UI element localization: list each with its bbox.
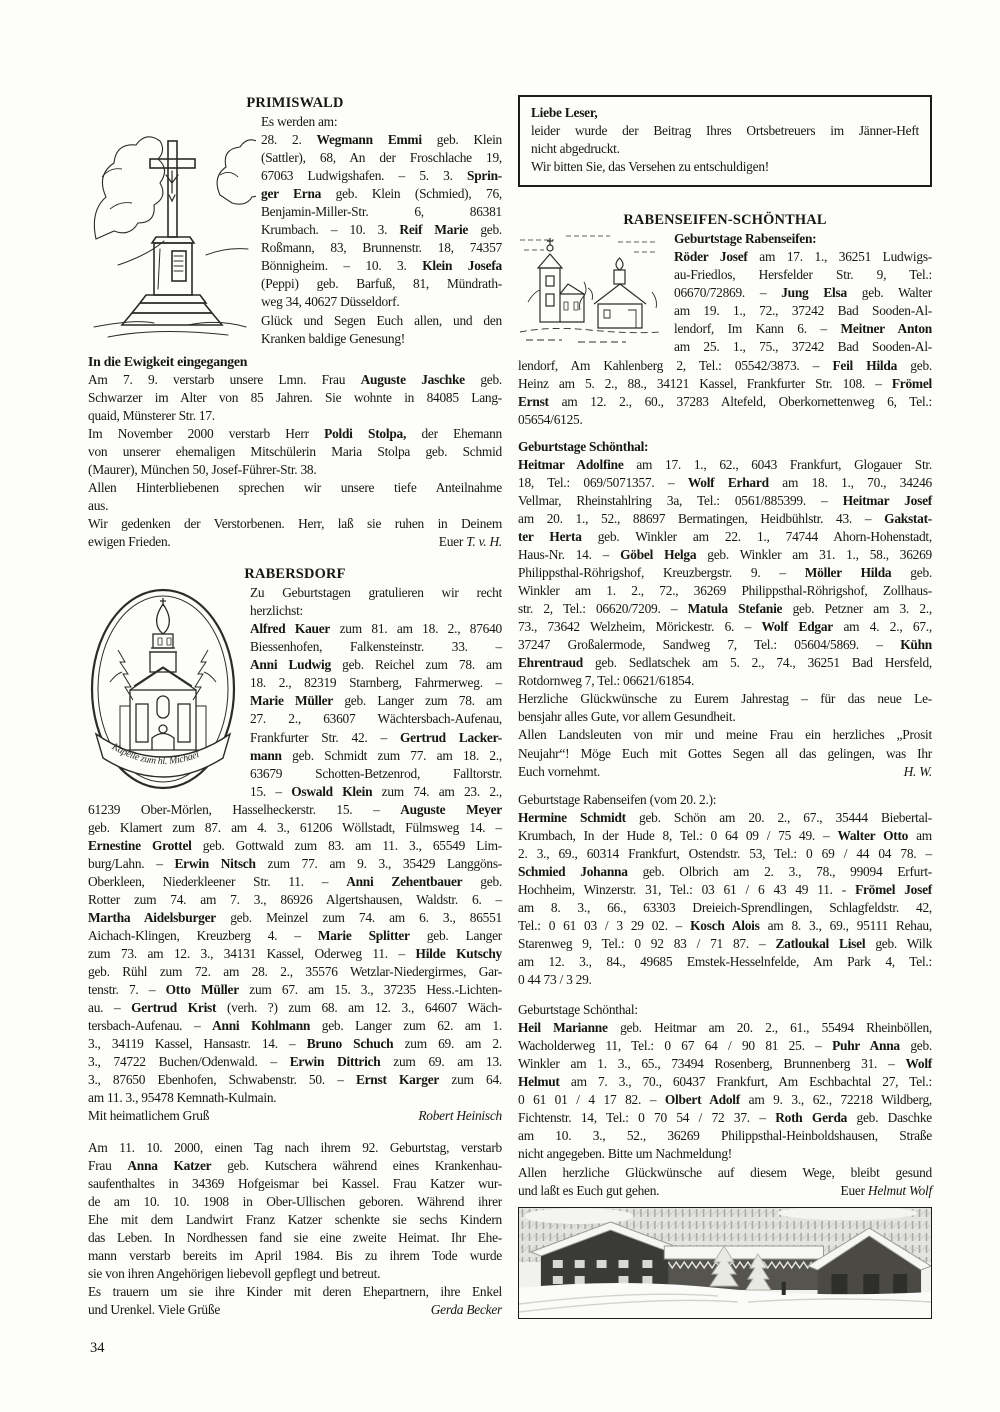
line-left-part: und Urenkel. Viele Grüße [88, 1301, 221, 1317]
text-line: lendorf, Am Kahlenberg 2, Tel.: 05542/3873. – Feil Hilda geb. [518, 357, 932, 373]
emphasized-name: Roth Gerda [775, 1110, 848, 1126]
text-line: au-Friedlos, Hersfelder Str. 9, Tel.: [674, 267, 932, 283]
village-church-sketch-icon [518, 232, 664, 349]
text-line: (Sattler), 68, An der Froschlache 19, [261, 150, 502, 166]
emphasized-name: Anna Katzer [127, 1157, 212, 1173]
text-line: geb. Klamert zum 87. am 4. 3., 61206 Wöllstadt, Fülmsweg 14. – [88, 819, 502, 835]
emphasized-name: Reif Marie [399, 222, 469, 238]
line-signature [418, 1107, 502, 1125]
emphasized-name: Wolf [905, 1056, 932, 1072]
text-line: tenstr. 7. – Otto Müller zum 67. am 15. 3., 37235 Hess.-Lichten- [88, 982, 503, 998]
text-line: 15. – Oswald Klein zum 74. am 23. 2., [250, 783, 502, 799]
text-line: am 20. 1., 52., 88697 Bermatingen, Heidbühlstr. 43. – Gakstat- [518, 510, 932, 526]
text-line: Wir bitten Sie, das Versehen zu entschuldigen! [531, 159, 769, 175]
text-line: 63679 Schotten-Betzenrod, Falltorstr. [250, 765, 502, 781]
text-line: Hermine Schmidt geb. Schön am 20. 2., 67., 35444 Biebertal- [518, 809, 932, 825]
text-line: herzlichst: [250, 603, 304, 619]
emphasized-name: Möller Hilda [804, 565, 892, 581]
emphasized-name: Frömel Josef [855, 881, 932, 897]
emphasized-name: Puhr Anna [832, 1038, 900, 1054]
emphasized-name: Sprin- [467, 168, 502, 184]
text-line: Rotdornweg 7, Tel.: 06621/61854. [518, 673, 695, 689]
text-line [518, 763, 932, 781]
section-heading-rabersdorf: RABERSDORF [244, 566, 346, 583]
line-signature [904, 763, 932, 781]
emphasized-name: Klein Josefa [422, 258, 502, 274]
emphasized-name: Feil Hilda [832, 357, 898, 373]
text-line: am 11. 3., 95478 Kemnath-Kulmain. [88, 1090, 277, 1106]
signature-name: Helmut Wolf [867, 1182, 932, 1198]
emphasized-name: Matula Stefanie [687, 601, 783, 617]
text-line: Aichach-Klingen, Kreuzberg 4. – Marie Splitter geb. Langer [88, 928, 502, 944]
emphasized-name: Walter Otto [837, 827, 909, 843]
text-line: Frankfurter Str. 42. – Gertrud Lacker- [250, 729, 502, 745]
text-line: Röder Josef am 17. 1., 36251 Ludwigs- [674, 249, 933, 265]
emphasized-name: Kühn [900, 637, 932, 653]
text-line: sie von ihren Angehörigen liebevoll gepflegt und betreut. [88, 1265, 381, 1281]
text-line: Geburtstage Schönthal: [518, 1002, 638, 1018]
text-line: am 8. 3., 66., 63303 Dreieich-Sprendlingen, Schlagfeldstr. 42, [518, 899, 932, 915]
emphasized-name: Anni Ludwig [250, 657, 331, 673]
text-line: (Maurer), München 50, Josef-Führer-Str. 38. [88, 461, 317, 477]
emphasized-name: Erwin Nitsch [174, 855, 256, 871]
emphasized-name: Wegmann Emmi [316, 132, 422, 148]
emphasized-name: Marie Müller [250, 693, 333, 709]
chapel-emblem-icon [88, 586, 238, 792]
emphasized-name: Ernst [518, 393, 549, 409]
text-line: 3., 87650 Ebenhofen, Schwabenstr. 50. – Ernst Karger zum 64. [88, 1072, 502, 1088]
emphasized-name: Gertrud Krist [131, 1000, 217, 1016]
text-line: saufenthaltes in 34369 Hofgeismar bei Kassel. Frau Katzer wur- [88, 1175, 502, 1191]
emphasized-name: Heitmar Adolfine [518, 456, 624, 472]
text-line: Winkler am 1. 2., 72., 36269 Philippsthal-Röhrigshof, Zollhaus- [518, 583, 932, 599]
text-line: 3., 34119 Kassel, Hansastr. 14. – Bruno Schuch zum 69. am 2. [88, 1036, 502, 1052]
line-left-part: Euch vornehmt. [518, 763, 601, 779]
emphasized-name: Ernestine Grottel [88, 837, 192, 853]
text-line: 61239 Ober-Mörlen, Hasselheckerstr. 15. – Auguste Meyer [88, 801, 502, 817]
emphasized-name: ger Erna [261, 186, 322, 202]
schoenthal-late-birthdays-text [518, 1001, 932, 1200]
text-line: Kranken baldige Genesung! [261, 330, 405, 346]
text-line [88, 1107, 502, 1125]
text-line: Hochheim, Winzerstr. 31, Tel.: 03 61 / 6 43 49 11. - Frömel Josef [518, 881, 932, 897]
text-line: ger Erna geb. Klein (Schmied), 76, [261, 186, 502, 202]
emphasized-name: Kosch Alois [690, 917, 760, 933]
text-line: Im November 2000 verstarb Herr Poldi Stolpa, der Ehemann [88, 425, 502, 441]
text-line: Am 11. 10. 2000, einen Tag nach ihrem 92. Geburtstag, verstarb [88, 1139, 502, 1155]
text-line: Allen Landsleuten von mir und meine Frau ein herzliches „Prosit [518, 727, 932, 743]
text-line: quaid, Münsterer Str. 17. [88, 407, 215, 423]
section-heading-primiswald: PRIMISWALD [246, 95, 344, 111]
text-line: Biessenhofen, Falkensteinstr. 33. – [250, 639, 502, 655]
text-line: tersbach-Aufenau. – Anni Kohlmann geb. Langer zum 62. am 1. [88, 1018, 502, 1034]
text-line: 3., 74722 Buchen/Odenwald. – Erwin Dittrich zum 69. am 13. [88, 1054, 502, 1070]
text-line: Helmut am 7. 3., 70., 60437 Frankfurt, Am Eschbachtal 27, Tel.: [518, 1074, 932, 1090]
text-line: Ehrentraud geb. Sedlatschek am 5. 2., 74., 36251 Bad Hersfeld, [518, 655, 932, 671]
text-line: Rotter zum 74. am 7. 3., 86926 Algertshausen, Waldstr. 6. – [88, 891, 502, 907]
text-line: Philippsthal-Röhrigshof, Kreuzbergstr. 9. – Möller Hilda geb. [518, 565, 932, 581]
text-line: Geburtstage Rabenseifen (vom 20. 2.): [518, 791, 717, 807]
text-line: Oberkleen, Niederkleener Str. 11. – Anni Zehentbauer geb. [88, 873, 502, 889]
text-line: 73., 73642 Welzheim, Mörickestr. 6. – Wolf Edgar am 4. 2., 67., [518, 619, 932, 635]
text-line: Alfred Kauer zum 81. am 18. 2., 87640 [250, 621, 502, 637]
text-line: am 12. 3., 84., 49685 Emstek-Hesselnfelde, Am Park 4, Tel.: [518, 954, 932, 970]
text-line: Allen Hinterbliebenen sprechen wir unsere tiefe Anteilnahme [88, 479, 502, 495]
page-number: 34 [90, 1340, 105, 1356]
emphasized-name: Göbel Helga [620, 546, 697, 562]
emphasized-name: Gakstat- [884, 510, 932, 526]
text-line: leider wurde der Beitrag Ihres Ortsbetreuers im Jänner-Heft [531, 123, 919, 139]
emphasized-name: Helmut [518, 1074, 560, 1090]
text-line: Ernst am 12. 2., 60., 37283 Altefeld, Oberkornettenweg 6, Tel.: [518, 393, 932, 409]
text-line: 0 61 01 / 4 17 82. – Olbert Adolf am 9. 3., 62., 72218 Wildberg, [518, 1092, 933, 1108]
emphasized-name: Gertrud Lacker- [400, 729, 502, 745]
emphasized-name: Meitner Anton [840, 321, 932, 337]
emphasized-name: Marie Splitter [317, 928, 410, 944]
signature-name: Robert Heinisch [418, 1108, 502, 1124]
text-line: Heil Marianne geb. Heitmar am 20. 2., 61., 55494 Rheinböllen, [518, 1020, 932, 1036]
text-line: Anni Ludwig geb. Reichel zum 78. am [250, 657, 502, 673]
text-line: Starenweg 9, Tel.: 0 92 83 / 71 87. – Zatloukal Lisel geb. Wilk [518, 935, 933, 951]
reader-notice-box [518, 95, 932, 187]
heading-ewigkeit: In die Ewigkeit eingegangen [88, 353, 248, 369]
section-primiswald [88, 113, 502, 348]
text-line: burg/Lahn. – Erwin Nitsch zum 77. am 9. 3., 35429 Langgöns- [88, 855, 502, 871]
text-line: 28. 2. Wegmann Emmi geb. Klein [261, 132, 502, 148]
section-rabersdorf [88, 584, 502, 1125]
text-line: Heinz am 5. 2., 88., 34121 Kassel, Frankfurter Str. 108. – Frömel [518, 375, 932, 391]
emphasized-name: Hilde Kutschy [415, 946, 502, 962]
emphasized-name: Geburtstage Rabenseifen: [674, 231, 817, 247]
emphasized-name: Auguste Meyer [400, 801, 502, 817]
left-column [88, 94, 502, 1319]
wayside-cross-illustration-icon [88, 115, 256, 345]
line-left-part: Mit heimatlichem Gruß [88, 1108, 210, 1124]
emphasized-name: Heil Marianne [518, 1020, 608, 1036]
text-line: Ernestine Grottel geb. Gottwald zum 83. am 11. 3., 65549 Lim- [88, 837, 502, 853]
emphasized-name: Zatloukal Lisel [775, 935, 866, 951]
text-line: 0 44 73 / 3 29. [518, 972, 592, 988]
text-line: mann geb. Schmidt zum 77. am 18. 2., [250, 747, 502, 763]
section-rabenseifen [518, 230, 932, 429]
text-line: Fichtenstr. 14, Tel.: 0 70 54 / 72 37. – Roth Gerda geb. Daschke [518, 1110, 932, 1126]
text-line: Bönnigheim. – 10. 3. Klein Josefa [261, 258, 502, 274]
emphasized-name: Auguste Jaschke [360, 371, 465, 387]
text-line: Neujahr“! Möge Euch mit Gottes Segen all das gelingen, was Ihr [518, 745, 932, 761]
text-line: Ehe mit dem Landwirt Franz Katzer schenkte sie sechs Kindern [88, 1211, 502, 1227]
text-line: ter Herta geb. Winkler am 22. 1., 74744 Ahorn-Hohenstadt, [518, 528, 932, 544]
text-line: Benjamin-Miller-Str. 6, 86381 [261, 204, 502, 220]
emphasized-name: Poldi Stolpa, [324, 425, 407, 441]
text-line: von unserer ehemaligen Mitschülerin Maria Stolpa geb. Schmid [88, 443, 502, 459]
text-line: Roßmann, 83, Brunnenstr. 18, 74357 [261, 240, 502, 256]
text-line [518, 438, 932, 456]
emphasized-name: Olbert Adolf [664, 1092, 740, 1108]
text-line: (Peppi) geb. Barfuß, 81, Mündrath- [261, 276, 502, 292]
text-line: Haus-Nr. 14. – Göbel Helga geb. Winkler am 31. 1., 58., 36269 [518, 546, 933, 562]
text-line: 06670/72869. – Jung Elsa geb. Walter [674, 285, 932, 301]
emphasized-name: Röder Josef [674, 249, 748, 265]
emphasized-name: Erwin Dittrich [289, 1054, 381, 1070]
right-column [518, 95, 932, 1319]
text-line: weg 34, 40627 Düsseldorf. [261, 294, 400, 310]
emphasized-name: Anni Kohlmann [212, 1018, 311, 1034]
katzer-obituary-text [88, 1139, 502, 1319]
text-line: Zu Geburtstagen gratulieren wir recht [250, 585, 502, 601]
rabenseifen-late-birthdays-text [518, 791, 932, 990]
text-line: 2. 3., 69., 60314 Frankfurt, Ostendstr. 53, Tel.: 0 69 / 44 04 78. – [518, 845, 932, 861]
text-line: 18. 2., 82319 Starnberg, Fahrmerweg. – [250, 675, 502, 691]
text-line: mann verstarb bereits im April 1984. Bis zu ihrem Tode wurde [88, 1247, 502, 1263]
emphasized-name: Jung Elsa [781, 285, 847, 301]
text-line: am 10. 3., 52., 36269 Philippsthal-Heinboldshausen, Straße [518, 1128, 932, 1144]
emphasized-name: Martha Aidelsburger [88, 909, 216, 925]
text-line: Allen herzliche Glückwünsche auf diesem Wege, bleibt gesund [518, 1164, 932, 1180]
text-line [88, 533, 502, 551]
text-line: am 25. 1., 75., 37242 Bad Sooden-Al- [674, 339, 932, 355]
text-line [88, 1301, 502, 1319]
text-line: 18, Tel.: 069/5071357. – Wolf Erhard am 18. 1., 70., 34246 [518, 474, 932, 490]
winter-village-photo-image [519, 1208, 931, 1318]
text-line: Herzliche Glückwünsche zu Eurem Jahrestag – für das neue Le- [518, 691, 932, 707]
notice-text [531, 104, 919, 176]
text-line: Krumbach. – 10. 3. Reif Marie geb. [261, 222, 503, 238]
text-line: Winkler am 1. 3., 65., 73494 Rosenberg, Brunnenberg 31. – Wolf [518, 1056, 932, 1072]
signature-name: Gerda Becker [430, 1301, 502, 1317]
text-line: Es werden am: [261, 114, 338, 129]
text-line: Marie Müller geb. Langer zum 78. am [250, 693, 502, 709]
text-line: nicht abgedruckt. [531, 141, 620, 157]
text-line: 37247 Großalermode, Sandweg 7, Tel.: 05604/5869. – Kühn [518, 637, 932, 653]
schoenthal-birthdays-text [518, 438, 932, 781]
emphasized-name: Otto Müller [165, 982, 239, 998]
text-line: Martha Aidelsburger geb. Meinzel zum 74. am 6. 3., 86551 [88, 909, 502, 925]
text-line: Wir gedenken der Verstorbenen. Herr, laß sie ruhen in Deinem [88, 516, 502, 532]
text-line: au. – Gertrud Krist (verh. ?) zum 68. am 12. 3., 64607 Wäch- [88, 1000, 502, 1016]
text-line: Vellmar, Rheinstahlring 3a, Tel.: 0561/885399. – Heitmar Josef [518, 492, 932, 508]
line-signature [431, 1301, 502, 1319]
signature-name: H. W. [903, 763, 932, 779]
text-line: das Leben. In Nordhessen fand sie eine zweite Heimat. Ihr Ehe- [88, 1229, 502, 1245]
emphasized-name: mann [250, 747, 282, 763]
emphasized-name: Ehrentraud [518, 655, 583, 671]
text-line: 05654/6125. [518, 411, 583, 427]
emphasized-name: Frömel [891, 375, 932, 391]
emphasized-name: Wolf Erhard [687, 474, 769, 490]
text-line: Schwarzer im Alter von 85 Jahren. Sie wohnte in 84085 Lang- [88, 389, 502, 405]
text-line: Heitmar Adolfine am 17. 1., 62., 6043 Frankfurt, Glogauer Str. [518, 456, 932, 472]
text-line: Schmied Johanna geb. Olbrich am 2. 3., 78., 99094 Erfurt- [518, 863, 933, 879]
text-line: am 19. 1., 72., 37242 Bad Sooden-Al- [674, 303, 932, 319]
winter-village-photo [518, 1207, 932, 1319]
emphasized-name: Anni Zehentbauer [346, 873, 463, 889]
emphasized-name: Wolf Edgar [761, 619, 833, 635]
emphasized-name: Hermine Schmidt [518, 809, 626, 825]
signature-name: T. v. H. [466, 534, 502, 550]
emblem-caption: Kapelle zum hl. Michael [109, 741, 201, 768]
section-heading-rabenseifen: RABENSEIFEN-SCHÖNTHAL [623, 212, 827, 229]
text-line: lendorf, Im Kann 6. – Meitner Anton [674, 321, 932, 337]
line-signature: Euer Helmut Wolf [840, 1182, 932, 1198]
ewigkeit-text [88, 371, 502, 551]
text-line: de am 10. 10. 1908 in Ober-Ullischen geboren. Während ihrer [88, 1193, 502, 1209]
text-line: Frau Anna Katzer geb. Kutschera während eines Krankenhau- [88, 1157, 502, 1173]
emphasized-name: Bruno Schuch [306, 1036, 394, 1052]
emphasized-name: Oswald Klein [291, 783, 373, 799]
text-line: Tel.: 0 61 03 / 3 29 02. – Kosch Alois am 8. 3., 69., 95111 Rehau, [518, 917, 932, 933]
text-line [531, 104, 919, 122]
emphasized-name: Heitmar Josef [842, 492, 932, 508]
emphasized-name: Liebe Leser, [531, 105, 598, 120]
text-line: Es trauern um sie ihre Kinder mit deren Ehepartnern, ihre Enkel [88, 1283, 502, 1299]
emphasized-name: Geburtstage Schönthal: [518, 438, 649, 454]
line-signature: Euer T. v. H. [438, 534, 502, 550]
emphasized-name: Alfred Kauer [250, 621, 331, 637]
text-line: str. 2, Tel.: 06620/7209. – Matula Stefanie geb. Petzner am 3. 2., [518, 601, 932, 617]
text-line: Am 7. 9. verstarb unsere Lmn. Frau Auguste Jaschke geb. [88, 371, 502, 387]
text-line: zum 73. am 12. 3., 34131 Kassel, Oderweg 11. – Hilde Kutschy [88, 946, 502, 962]
emphasized-name: Ernst Karger [355, 1072, 440, 1088]
line-left-part: ewigen Frieden. [88, 534, 171, 550]
text-line: Krumbach, In der Hude 8, Tel.: 0 64 09 / 75 49. – Walter Otto am [518, 827, 932, 843]
text-line: geb. Rühl zum 72. am 28. 2., 35576 Wetzlar-Niedergirmes, Gar- [88, 964, 502, 980]
text-line: bensjahr alles Gute, vor allem Gesundheit. [518, 709, 736, 725]
text-line: 67063 Ludwigshafen. – 5. 3. Sprin- [261, 168, 502, 184]
text-line: aus. [88, 497, 109, 513]
emphasized-name: Schmied Johanna [518, 863, 628, 879]
text-line: nicht angegeben. Bitte um Nachmeldung! [518, 1146, 732, 1162]
text-line: 27. 2., 63607 Wächtersbach-Aufenau, [250, 711, 502, 727]
text-line [518, 1182, 932, 1200]
text-line: Wacholderweg 11, Tel.: 0 67 64 / 90 81 25. – Puhr Anna geb. [518, 1038, 932, 1054]
line-left-part: und laßt es Euch gut gehen. [518, 1182, 660, 1198]
text-line: Glück und Segen Euch allen, und den [261, 312, 502, 328]
emphasized-name: ter Herta [518, 528, 582, 544]
